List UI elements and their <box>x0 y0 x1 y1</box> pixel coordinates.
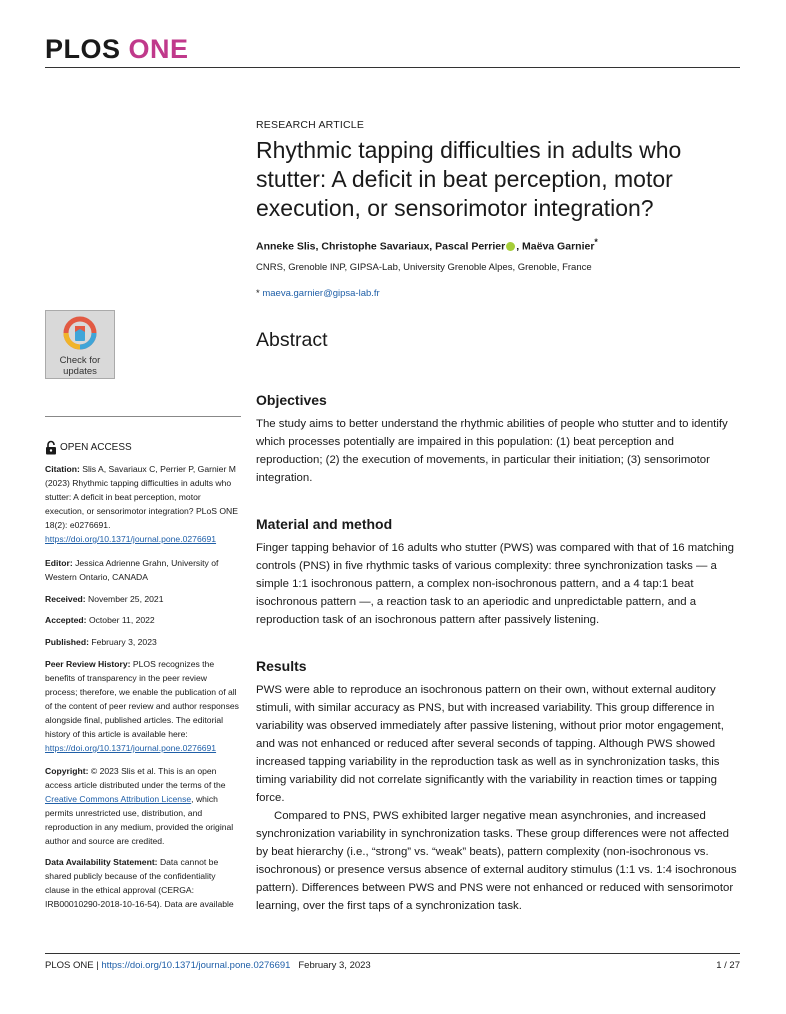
methods-heading: Material and method <box>256 516 393 532</box>
data-availability-label: Data Availability Statement: <box>45 857 158 867</box>
citation-text: Slis A, Savariaux C, Perrier P, Garnier M (2023) Rhythmic tapping difficulties in adults who stutter: A deficit in beat perception, motor execution, or sensorimotor integration? PLoS ONE 18(2): e0276691. <box>45 464 238 530</box>
footer-separator: | <box>93 960 102 971</box>
editor-text: Jessica Adrienne Grahn, University of Western Ontario, CANADA <box>45 558 219 582</box>
logo-plos: PLOS <box>45 34 121 64</box>
check-updates-icon <box>63 316 97 350</box>
email-mark: * <box>256 288 260 299</box>
citation-label: Citation: <box>45 464 80 474</box>
citation-block <box>45 462 241 546</box>
methods-paragraph <box>256 539 740 629</box>
author-list <box>256 237 736 253</box>
abstract-heading: Abstract <box>256 329 328 351</box>
copyright-block <box>45 764 241 848</box>
corresponding-mark: * <box>594 237 598 247</box>
sidebar-divider <box>45 416 241 417</box>
published-date: February 3, 2023 <box>91 637 157 647</box>
accepted-label: Accepted: <box>45 615 87 625</box>
peer-review-block <box>45 657 241 755</box>
citation-doi-link[interactable]: https://doi.org/10.1371/journal.pone.0276691 <box>45 534 217 544</box>
license-link[interactable]: Creative Commons Attribution License <box>45 794 192 804</box>
open-lock-icon <box>45 440 57 455</box>
header-divider <box>45 67 740 68</box>
published-label: Published: <box>45 637 89 647</box>
copyright-text-2: , which permits unrestricted use, distribution, and reproduction in any medium, provided the original author and source are credited. <box>45 794 234 846</box>
methods-text: Finger tapping behavior of 16 adults who stutter (PWS) was compared with that of 16 matching controls (PNS) in five rhythmic tasks of various complexity: three synchronization tasks — a simple 1:1 isochronous pattern, a complex non-isochronous pattern, and a 4 tap:1 beat isochronous pattern —, a reaction task to an aperiodic and unpredictable pattern, and a reproduction task of an isochronous pattern after passively listening. <box>256 542 735 626</box>
contact-email-link[interactable]: maeva.garnier@gipsa-lab.fr <box>262 288 380 299</box>
received-label: Received: <box>45 594 86 604</box>
open-access-badge <box>45 440 132 455</box>
received-date: November 25, 2021 <box>88 594 164 604</box>
peer-review-text: PLOS recognizes the benefits of transparency in the peer review process; therefore, we enable the publication of all of the content of peer review and author responses alongside final, published articles. The editorial history of this article is available here: <box>45 659 239 739</box>
affiliation: CNRS, Grenoble INP, GIPSA-Lab, University Grenoble Alpes, Grenoble, France <box>256 262 592 273</box>
data-availability-text: Data cannot be shared publicly because of the confidentiality clause in the ethical approval (CERGA: IRB00010290-2018-10-16-54). Data are available <box>45 857 234 909</box>
footer-date: February 3, 2023 <box>298 960 371 971</box>
accepted-date: October 11, 2022 <box>88 615 155 625</box>
editor-label: Editor: <box>45 558 73 568</box>
results-heading: Results <box>256 658 307 674</box>
footer-doi-link[interactable]: https://doi.org/10.1371/journal.pone.0276691 <box>101 960 291 971</box>
received-block <box>45 592 241 606</box>
page-number: 1 / 27 <box>716 960 740 971</box>
objectives-paragraph <box>256 415 740 487</box>
check-for-updates-button[interactable] <box>45 310 115 379</box>
check-text-line2: updates <box>63 366 97 377</box>
data-availability-block <box>45 855 241 911</box>
footer-journal: PLOS ONE <box>45 960 94 971</box>
check-text-line1: Check for <box>59 355 101 366</box>
authors-part1: Anneke Slis, Christophe Savariaux, Pascal Perrier <box>256 240 506 253</box>
authors-part2: , Maëva Garnier <box>516 240 595 253</box>
peer-review-label: Peer Review History: <box>45 659 131 669</box>
article-type: RESEARCH ARTICLE <box>256 119 365 131</box>
results-paragraph <box>256 681 740 915</box>
journal-logo <box>45 34 189 65</box>
objectives-heading: Objectives <box>256 392 327 408</box>
article-title: Rhythmic tapping difficulties in adults who stutter: A deficit in beat perception, motor execution, or sensorimotor integration? <box>256 137 682 221</box>
editor-block <box>45 556 241 584</box>
published-block <box>45 635 241 649</box>
objectives-text: The study aims to better understand the rhythmic abilities of people who stutter and to identify which processes potentially are impaired in this population: (1) beat perception and reproduction; (2) the execution of movements, in particular their initiation; (3) sensorimotor integration. <box>256 418 728 484</box>
logo-one: ONE <box>128 34 189 64</box>
copyright-text-1: © 2023 Slis et al. This is an open access article distributed under the terms of the <box>45 766 226 790</box>
results-text-2: Compared to PNS, PWS exhibited larger negative mean asynchronies, and increased synchronization variability in synchronization tasks. These group differences were not affected by beat hierarchy (i.e., “strong” vs. “weak” beats), pattern complexity (non-isochronous vs. isochronous) or presence versus absence of external auditory stimulus (1:1 vs. 1:4 isochronous pattern). Differences between PWS and PNS were not enhanced or reduced with sensorimotor learning, over the first taps of a synchronization task. <box>256 810 737 912</box>
accepted-block <box>45 613 241 627</box>
open-access-label: OPEN ACCESS <box>60 442 132 453</box>
copyright-label: Copyright: <box>45 766 89 776</box>
contact-email-line <box>256 288 380 299</box>
orcid-icon[interactable] <box>506 242 515 251</box>
footer-divider <box>45 953 740 954</box>
peer-review-link[interactable]: https://doi.org/10.1371/journal.pone.0276691 <box>45 743 217 753</box>
page-footer <box>45 960 371 971</box>
results-text-1: PWS were able to reproduce an isochronous pattern on their own, without external auditory stimuli, with similar accuracy as PNS, but with increased variability. This group difference in variability was observed immediately after passive listening, without prior motor engagement, and was not enhanced or reduced after several seconds of tapping. Although PWS showed increased tapping variability in the reproduction task as well as in synchronization tasks, this timing variability did not correlate significantly with the variability in reaction times or tapping force. <box>256 684 724 804</box>
